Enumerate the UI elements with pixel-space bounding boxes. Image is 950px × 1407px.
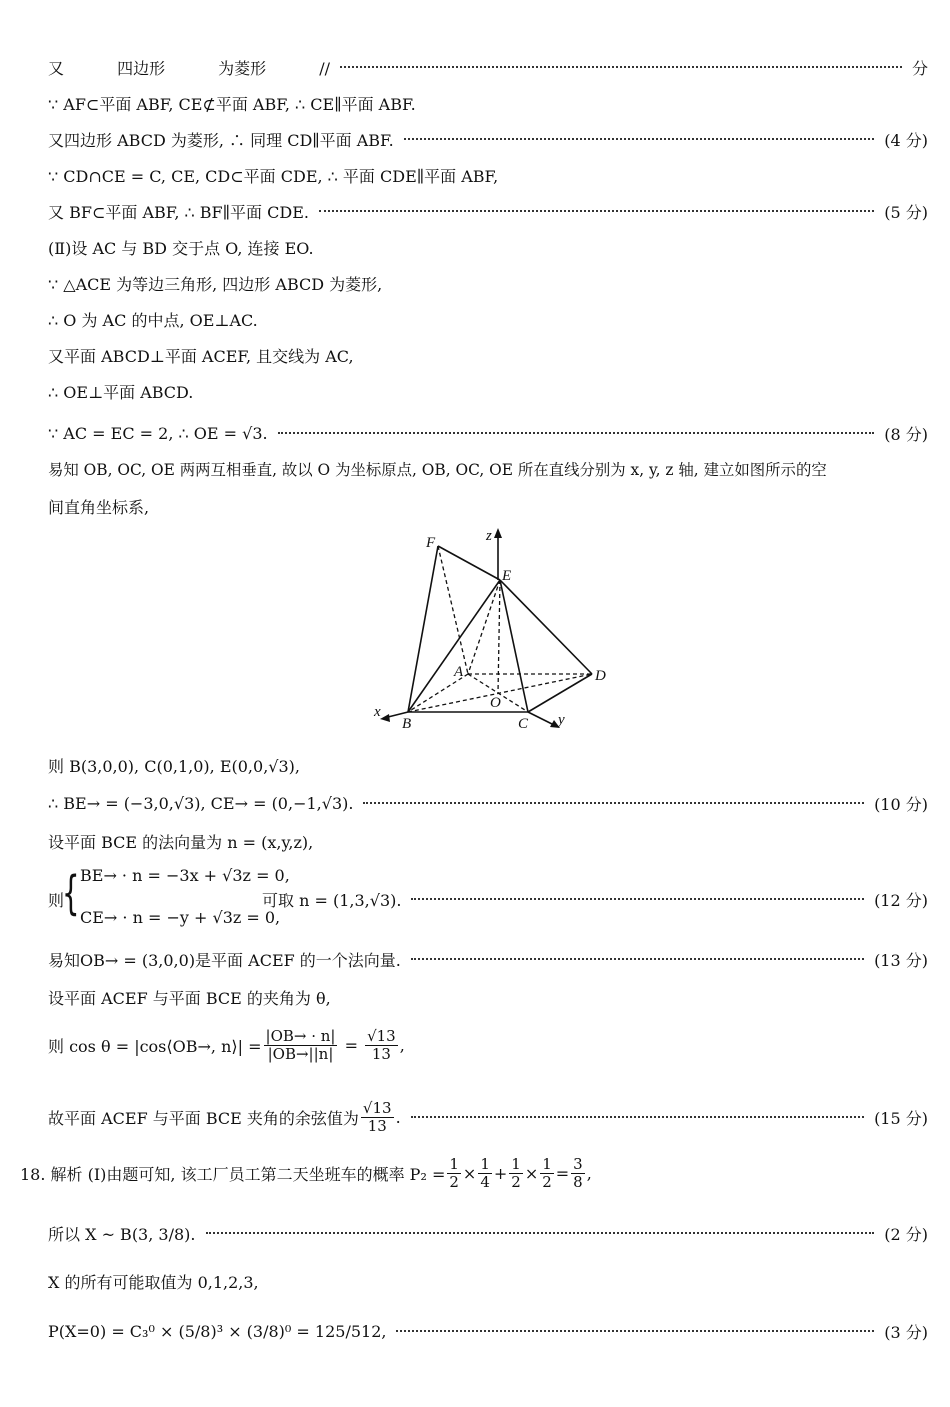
line-15 — [48, 790, 928, 816]
label-D: D — [595, 668, 606, 684]
cos-value: $\frac{√13}{13}$ — [367, 1026, 396, 1063]
line-text: 又 BF⊂平面 ABF, ∴ BF∥平面 CDE. — [48, 202, 309, 222]
edge-FE — [438, 546, 500, 580]
line-24 — [48, 1268, 928, 1294]
coordinate-diagram — [360, 522, 630, 737]
score: 分 — [911, 58, 928, 78]
cos-fraction: $\frac{|OB\to \cdot n|}{|OB\to||n|}$ — [265, 1026, 336, 1063]
label-x: x — [374, 704, 381, 720]
line-text: 18. 解析 (Ⅰ)由题可知, 该工厂员工第二天坐班车的概率 P₂ = — [20, 1164, 446, 1184]
dashed-edges — [408, 546, 592, 712]
solid-edges — [384, 534, 592, 726]
leader-dots — [319, 210, 874, 212]
line-text: ∵ AF⊂平面 ABF, CE⊄平面 ABF, ∴ CE∥平面 ABF. — [48, 94, 416, 114]
line-text: ∴ OE⊥平面 ABCD. — [48, 382, 194, 402]
label-B: B — [402, 716, 412, 732]
label-C: C — [518, 716, 529, 732]
arrowheads — [380, 528, 560, 728]
edge-FB — [408, 546, 438, 712]
frac-4: $\frac{1}{2}$ — [542, 1154, 552, 1191]
line-3 — [48, 126, 928, 152]
line-18 — [48, 946, 928, 972]
score: (4 分) — [884, 130, 928, 150]
line-text: (Ⅱ)设 AC 与 BD 交于点 O, 连接 EO. — [48, 238, 314, 258]
line-11 — [48, 420, 928, 446]
leader-dots — [411, 898, 864, 900]
label-z: z — [486, 528, 492, 544]
line-text: ∵ △ACE 为等边三角形, 四边形 ABCD 为菱形, — [48, 274, 383, 294]
line-text: 所以 X ~ B(3, 3/8). — [48, 1224, 196, 1244]
edge-CD — [528, 674, 592, 712]
leader-dots — [340, 66, 902, 68]
line-text: ∴ O 为 AC 的中点, OE⊥AC. — [48, 310, 258, 330]
equation-1: BE→ · n = −3x + √3z = 0, — [80, 866, 290, 885]
edge-EB — [408, 580, 500, 712]
leader-dots — [404, 138, 874, 140]
equation-2: CE→ · n = −y + √3z = 0, — [80, 908, 281, 927]
line-13 — [48, 493, 928, 519]
line-23 — [48, 1220, 928, 1246]
line-text: X 的所有可能取值为 0,1,2,3, — [48, 1272, 259, 1292]
line-8 — [48, 306, 928, 332]
cos-prefix: 则 cos θ = |cos⟨OB→, n⟩| = — [48, 1036, 262, 1056]
line-text-prefix: 则 — [48, 890, 65, 910]
line-5 — [48, 198, 928, 224]
brace: { — [62, 866, 80, 920]
score: (10 分) — [874, 794, 928, 814]
line-text: ∵ AC = EC = 2, ∴ OE = √3. — [48, 423, 268, 443]
edge-FA — [438, 546, 468, 674]
line-1 — [48, 54, 928, 80]
line-25 — [48, 1318, 928, 1344]
line-2 — [48, 90, 928, 116]
edge-ED — [500, 580, 592, 674]
line-9 — [48, 342, 928, 368]
label-E: E — [502, 568, 512, 584]
line-21: 故平面 ACEF 与平面 BCE 夹角的余弦值为 $\frac{√13}{13}$ . (15 分) — [48, 1098, 928, 1135]
line-14 — [48, 752, 928, 778]
line-text: 设平面 ACEF 与平面 BCE 的夹角为 θ, — [48, 988, 331, 1008]
line-text: ∵ CD∩CE = C, CE, CD⊂平面 CDE, ∴ 平面 CDE∥平面 ABF, — [48, 166, 499, 186]
frac-3: $\frac{1}{2}$ — [511, 1154, 521, 1191]
line-text: 易知 OB, OC, OE 两两互相垂直, 故以 O 为坐标原点, OB, OC, OE 所在直线分别为 x, y, z 轴, 建立如图所示的空 — [48, 461, 827, 479]
score: (5 分) — [884, 202, 928, 222]
edge-EA — [468, 580, 500, 674]
line-10 — [48, 378, 928, 404]
line-text: 又平面 ABCD⊥平面 ACEF, 且交线为 AC, — [48, 346, 354, 366]
line-text: 设平面 BCE 的法向量为 n = (x,y,z), — [48, 832, 314, 852]
leader-dots — [411, 1116, 864, 1118]
line-text: 则 B(3,0,0), C(0,1,0), E(0,0,√3), — [48, 756, 300, 776]
frac-5: $\frac{3}{8}$ — [573, 1154, 583, 1191]
edge-EO — [498, 580, 500, 693]
label-y: y — [558, 712, 565, 728]
leader-dots — [206, 1232, 875, 1234]
score: (12 分) — [874, 890, 928, 910]
leader-dots — [278, 432, 875, 434]
label-O: O — [490, 695, 501, 711]
line-16 — [48, 828, 928, 854]
line-text: 易知OB→ = (3,0,0)是平面 ACEF 的一个法向量. — [48, 950, 401, 970]
z-arrow — [494, 528, 502, 538]
leader-dots — [363, 802, 864, 804]
frac-1: $\frac{1}{2}$ — [449, 1154, 459, 1191]
leader-dots — [411, 958, 864, 960]
line-4 — [48, 162, 928, 188]
line-text: 故平面 ACEF 与平面 BCE 夹角的余弦值为 — [48, 1108, 359, 1128]
final-value: $\frac{√13}{13}$ — [362, 1098, 392, 1135]
line-text: 又 四边形 为菱形 // — [48, 58, 331, 78]
frac-2: $\frac{1}{4}$ — [480, 1154, 490, 1191]
line-6 — [48, 234, 928, 260]
label-A: A — [454, 664, 464, 680]
score: (13 分) — [874, 950, 928, 970]
leader-dots — [396, 1330, 874, 1332]
line-22: 18. 解析 (Ⅰ)由题可知, 该工厂员工第二天坐班车的概率 P₂ = $\frac{1}{2}$ × $\frac{1}{4}$ + $\frac{1}{2}$ × $\frac{1}{2}$ = $\frac{3}{8}$ , — [20, 1154, 592, 1191]
x-arrow — [380, 714, 390, 722]
line-19 — [48, 984, 928, 1010]
score: (3 分) — [884, 1322, 928, 1342]
score: (15 分) — [874, 1108, 928, 1128]
line-text: 间直角坐标系, — [48, 497, 150, 517]
line-text: P(X=0) = C₃⁰ × (5/8)³ × (3/8)⁰ = 125/512, — [48, 1321, 387, 1341]
score: (2 分) — [884, 1224, 928, 1244]
line-text: 又四边形 ABCD 为菱形, ∴ 同理 CD∥平面 ABF. — [48, 130, 394, 150]
line-text-result: 可取 n = (1,3,√3). — [262, 890, 402, 910]
line-text: ∴ BE→ = (−3,0,√3), CE→ = (0,−1,√3). — [48, 793, 354, 813]
line-7 — [48, 270, 928, 296]
label-F: F — [426, 535, 436, 551]
score: (8 分) — [884, 424, 928, 444]
line-20: 则 cos θ = |cos⟨OB→, n⟩| = $\frac{|OB\to \cdot n|}{|OB\to||n|}$ = $\frac{√13}{13}$ , — [48, 1026, 405, 1063]
line-12 — [48, 456, 928, 482]
